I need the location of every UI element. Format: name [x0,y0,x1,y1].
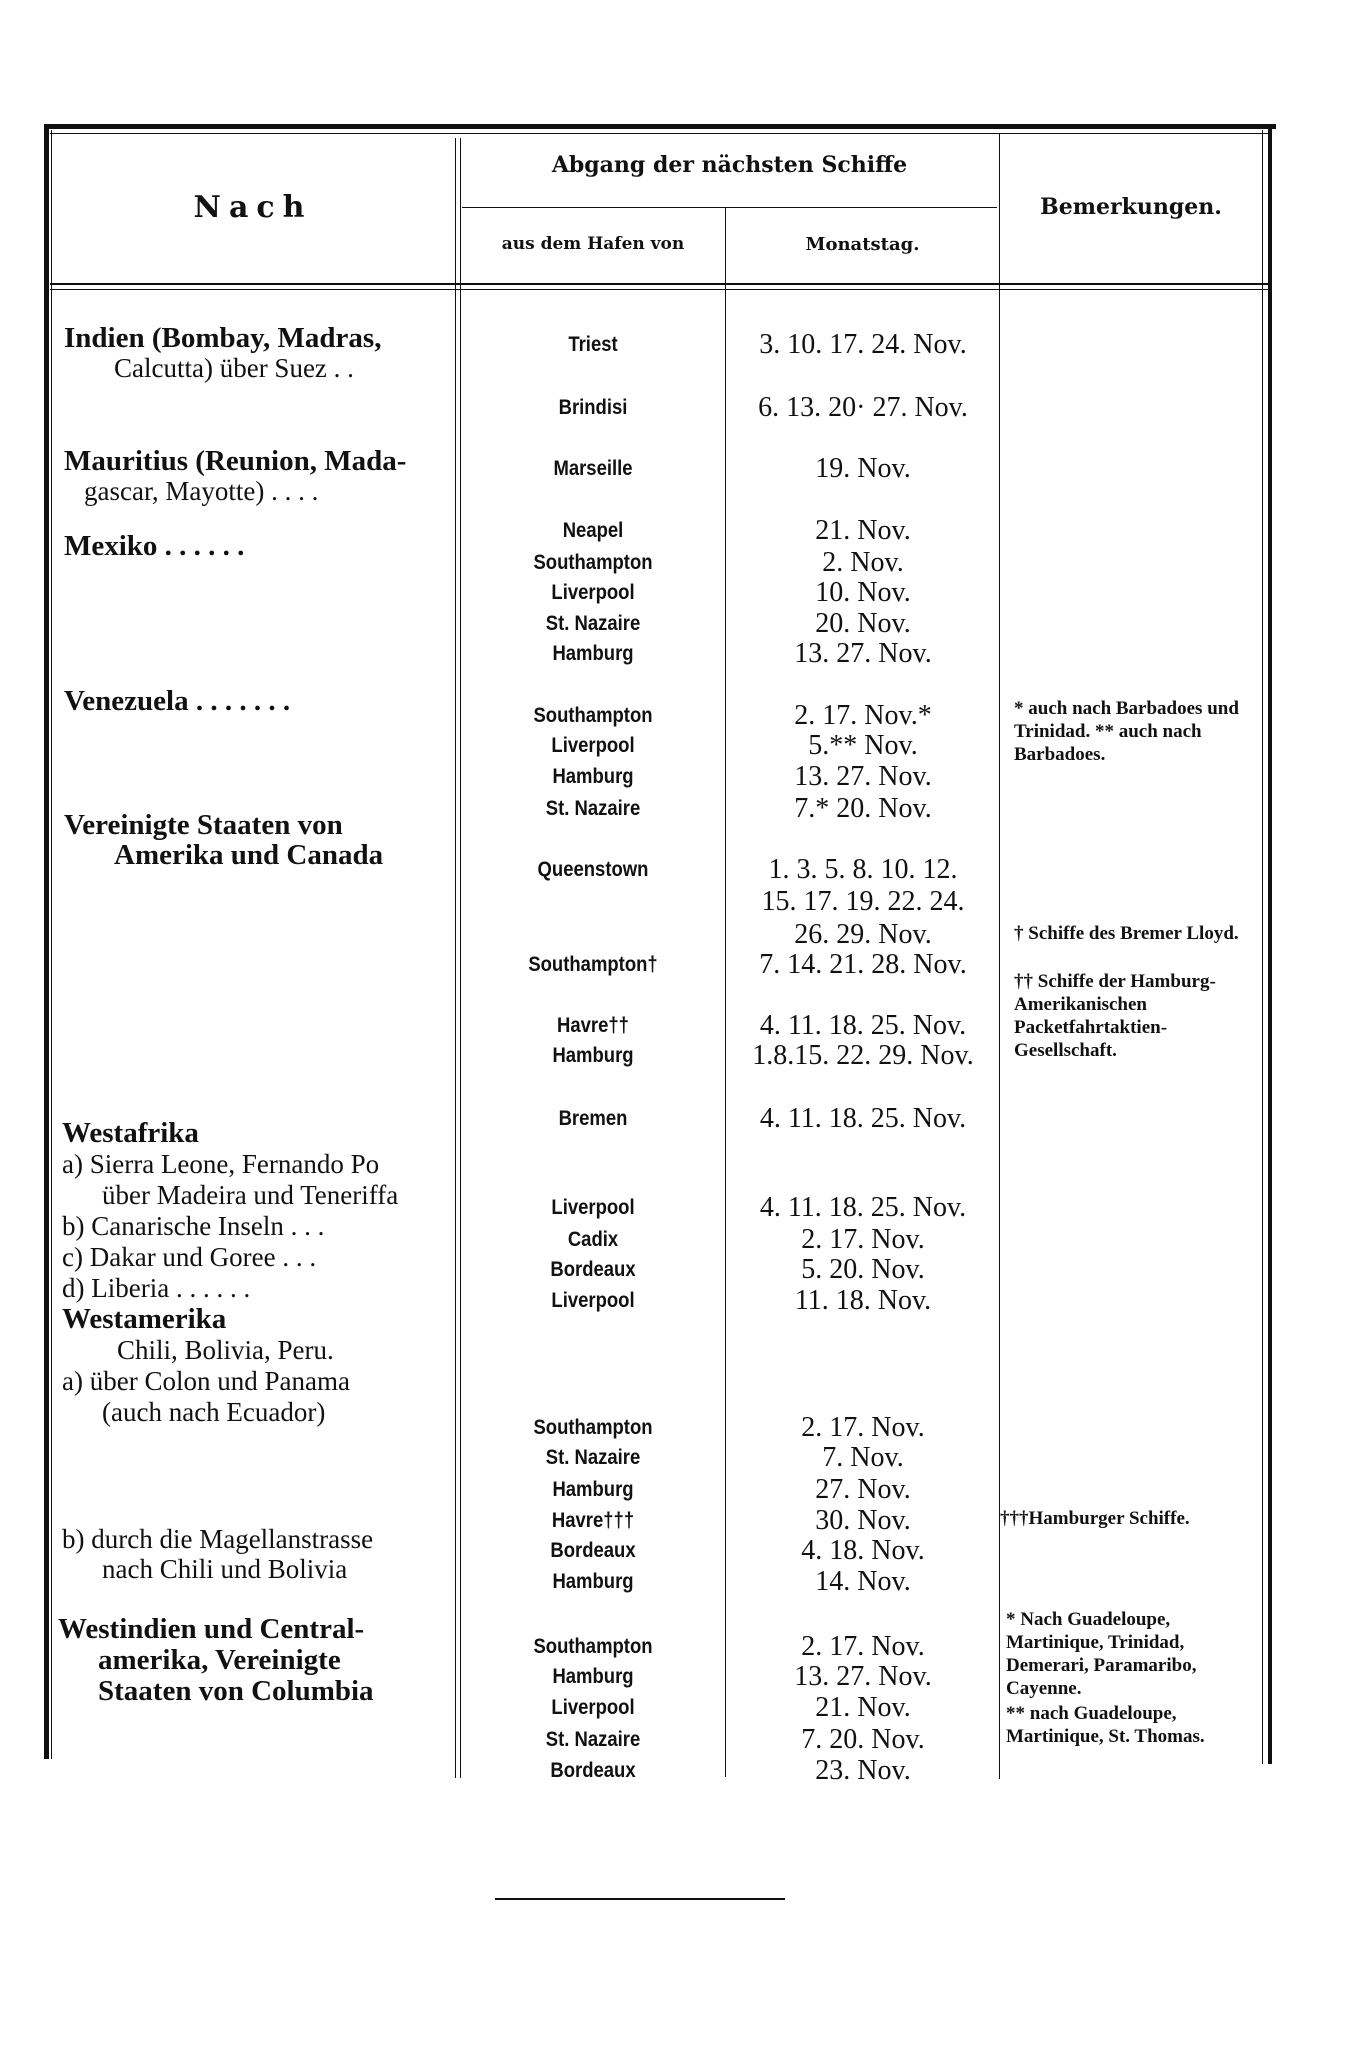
destination-westafrika-westamerika [62,1118,398,1428]
destination-westamerika-a: a) über Colon und Panama [62,1366,350,1396]
departure-port: Marseille [553,457,633,480]
table-top-rule-thin [50,133,1268,134]
departure-days: 2. 17. Nov. [801,1412,925,1443]
departure-days: 7.* 20. Nov. [794,793,932,824]
table-right-rule-thin [1262,130,1263,1764]
col-divider-2 [725,207,726,1777]
departure-days: 10. Nov. [815,577,911,608]
departure-port: Cadix [567,1228,619,1251]
remark-guadeloupe-2: ** nach Guadeloupe, Martinique, St. Thomas. [1006,1703,1205,1747]
departure-port: Bordeaux [550,1258,636,1281]
destination-westindien-line-3: Staaten von Columbia [98,1675,374,1707]
table-left-rule [44,124,49,1759]
departure-days: 21. Nov. [815,1692,911,1723]
destination-mexiko [64,531,244,561]
departure-port: Hamburg [552,1665,634,1688]
col-divider-1 [455,138,456,1778]
departure-port: Liverpool [551,1696,635,1719]
destination-westafrika-b: b) Canarische Inseln . . . [62,1211,325,1241]
departure-days: 2. 17. Nov.* [794,700,932,731]
departure-days: 30. Nov. [815,1505,911,1536]
destination-indien-line-2: Calcutta) über Suez . . [114,353,354,383]
destination-westafrika-title: Westafrika [62,1117,199,1149]
departure-days: 20. Nov. [815,608,911,639]
departure-days: 2. 17. Nov. [801,1224,925,1255]
departure-days: 26. 29. Nov. [794,919,932,950]
destination-magellan-line-1: b) durch die Magellanstrasse [62,1524,374,1554]
departure-port: Hamburg [552,1044,634,1067]
destination-indien-line-1: Indien (Bombay, Madras, [64,322,382,354]
destination-mauritius [64,446,406,506]
departure-port: St. Nazaire [545,612,641,635]
subheader-rule [462,207,997,208]
destination-westindien [58,1614,374,1707]
destination-mauritius-line-2: gascar, Mayotte) . . . . [84,476,319,506]
destination-westindien-line-2: amerika, Vereinigte [98,1644,341,1676]
departure-days: 7. 14. 21. 28. Nov. [759,949,967,980]
destination-magellan-line-2: nach Chili und Bolivia [102,1554,348,1584]
footer-rule [495,1898,785,1900]
departure-port: Neapel [562,519,624,542]
departure-port: Hamburg [552,642,634,665]
destination-mauritius-line-1: Mauritius (Reunion, Mada- [64,445,407,477]
table-top-rule [44,124,1276,129]
destination-venezuela-line-1: Venezuela . . . . . . . [64,685,291,717]
header-bottom-rule-2 [50,289,1268,290]
departure-days: 3. 10. 17. 24. Nov. [759,329,967,360]
departure-port: Havre†† [557,1014,629,1037]
destination-usa-canada-line-1: Vereinigte Staaten von [64,809,343,841]
departure-days: 2. Nov. [822,547,904,578]
departure-days: 6. 13. 20· 27. Nov. [758,392,968,423]
destination-westamerika-countries: Chili, Bolivia, Peru. [117,1335,334,1365]
departure-port: St. Nazaire [545,1728,641,1751]
destination-magellan [62,1524,373,1584]
departure-port: Hamburg [552,765,634,788]
departure-port: Liverpool [551,1196,635,1219]
header-departure-group: Abgang der nächsten Schiffe [551,152,908,178]
departure-days: 13. 27. Nov. [794,638,932,669]
destination-westindien-line-1: Westindien und Central- [58,1613,365,1645]
departure-days: 15. 17. 19. 22. 24. [761,886,965,917]
destination-westafrika-a-cont: über Madeira und Teneriffa [102,1180,399,1210]
departure-port: Bordeaux [550,1539,636,1562]
departure-days: 13. 27. Nov. [794,1661,932,1692]
departure-days: 21. Nov. [815,515,911,546]
remark-barbadoes: * auch nach Barbadoes und Trinidad. ** auch nach Barbadoes. [1014,698,1239,765]
remark-bremer-lloyd: † Schiffe des Bremer Lloyd. [1014,923,1239,944]
departure-port: Southampton [533,1416,653,1439]
departure-days: 5. 20. Nov. [801,1254,925,1285]
departure-port: Havre††† [551,1509,635,1532]
destination-westamerika-a-cont: (auch nach Ecuador) [102,1397,326,1427]
destination-westafrika-c: c) Dakar und Goree . . . [62,1242,317,1272]
departure-port: Southampton† [528,953,658,976]
departure-days: 7. Nov. [822,1442,904,1473]
header-port: aus dem Hafen von [501,234,685,254]
departure-days: 4. 11. 18. 25. Nov. [759,1103,967,1134]
departure-days: 4. 11. 18. 25. Nov. [759,1010,967,1041]
departure-days: 23. Nov. [815,1755,911,1786]
departure-port: Southampton [533,704,653,727]
departure-port: Liverpool [551,1289,635,1312]
departure-port: Southampton [533,551,653,574]
departure-days: 1. 3. 5. 8. 10. 12. [768,854,958,885]
remark-hamburg-amerikanische: †† Schiffe der Hamburg-Amerikanischen Packetfahrtaktien-Gesellschaft. [1014,971,1216,1061]
header-destination: Nach [193,190,313,225]
col-divider-3 [999,134,1000,1779]
departure-days: 27. Nov. [815,1474,911,1505]
departure-port: Bordeaux [550,1759,636,1782]
remark-guadeloupe-1: * Nach Guadeloupe, Martinique, Trinidad, Demerari, Paramaribo, Cayenne. [1006,1609,1197,1699]
destination-mexiko-line-1: Mexiko . . . . . . [64,530,245,562]
departure-port: Liverpool [551,734,635,757]
departure-days: 14. Nov. [815,1566,911,1597]
departure-days: 4. 18. Nov. [801,1535,925,1566]
departure-port: Bremen [558,1107,628,1130]
departure-days: 5.** Nov. [808,730,918,761]
remark-hamburger-schiffe: †††Hamburger Schiffe. [1000,1508,1190,1529]
departure-port: St. Nazaire [545,1446,641,1469]
destination-venezuela [64,686,290,716]
departure-port: Southampton [533,1635,653,1658]
header-day: Monatstag. [805,234,920,255]
destination-westafrika-a: a) Sierra Leone, Fernando Po [62,1149,380,1179]
destination-usa-canada [64,810,383,870]
departure-port: St. Nazaire [545,797,641,820]
departure-port: Hamburg [552,1570,634,1593]
departure-days: 2. 17. Nov. [801,1631,925,1662]
departure-port: Brindisi [558,396,628,419]
col-divider-1b [460,138,461,1778]
header-remarks: Bemerkungen. [1040,194,1222,220]
departure-port: Liverpool [551,581,635,604]
destination-westamerika-title: Westamerika [62,1303,227,1335]
departure-port: Hamburg [552,1478,634,1501]
departure-port: Triest [568,333,618,356]
destination-indien [64,323,381,383]
departure-days: 4. 11. 18. 25. Nov. [759,1192,967,1223]
departure-port: Queenstown [537,858,649,881]
destination-westafrika-d: d) Liberia . . . . . . [62,1273,251,1303]
departure-days: 11. 18. Nov. [794,1285,932,1316]
table-left-rule-thin [51,130,52,1759]
header-bottom-rule [50,283,1268,285]
destination-usa-canada-line-2: Amerika und Canada [114,839,384,871]
departure-days: 1.8.15. 22. 29. Nov. [752,1040,974,1071]
table-right-rule [1268,124,1272,1764]
departure-days: 13. 27. Nov. [794,761,932,792]
departure-days: 7. 20. Nov. [801,1724,925,1755]
departure-days: 19. Nov. [815,453,911,484]
